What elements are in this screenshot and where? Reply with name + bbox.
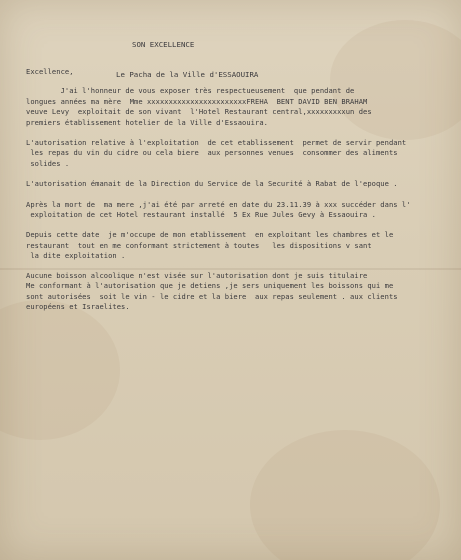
text-line: restaurant tout en me conformant strictement à toutes les dispositions v sant xyxy=(26,240,372,250)
paragraph-5 xyxy=(26,230,446,261)
paragraph-3 xyxy=(26,179,446,189)
text-line: solides . xyxy=(26,158,70,168)
text-line: J'ai l'honneur de vous exposer très respectueusement que pendant de xyxy=(26,86,355,96)
text-line: longues années ma mère Mme xxxxxxxxxxxxxxxxxxxxxxxFREHA BENT DAVID BEN BRAHAM xyxy=(26,96,368,106)
paragraph-2 xyxy=(26,138,446,169)
text-line: exploitation de cet Hotel restaurant installé 5 Ex Rue Jules Gevy à Essaouira . xyxy=(26,210,376,220)
letter-body xyxy=(26,67,446,312)
text-line: L'autorisation émanait de la Direction du Service de la Securité à Rabat de l'epoque . xyxy=(26,179,398,189)
text-line: Me conformant à l'autorisation que je detiens ,je sers uniquement les boissons qui me xyxy=(26,281,394,291)
text-line: Aucune boisson alcoolique n'est visée sur l'autorisation dont je suis titulaire xyxy=(26,270,368,280)
text-line: L'autorisation relative à l'exploitation de cet etablissement permet de servir pendant xyxy=(26,138,407,148)
text-line: Après la mort de ma mere ,j'ai été par arreté en date du 23.11.39 à xxx succéder dans l' xyxy=(26,199,411,209)
text-line: veuve Levy exploitait de son vivant l'Hotel Restaurant central,xxxxxxxxxun des xyxy=(26,107,372,117)
text-line: les repas du vin du cidre ou cela biere aux personnes venues consommer des aliments xyxy=(26,148,398,158)
addressee-subtitle: Le Pacha de la Ville d'ESSAOUIRA xyxy=(116,70,259,79)
paragraph-6 xyxy=(26,271,446,281)
paragraph-1 xyxy=(26,86,446,128)
addressee-title: SON EXCELLENCE xyxy=(132,40,195,49)
salutation: Excellence, xyxy=(26,67,74,76)
text-line: Depuis cette date je m'occupe de mon etablissement en exploitant les chambres et le xyxy=(26,230,394,240)
text-line: européens et Israelites. xyxy=(26,301,130,311)
paragraph-7 xyxy=(26,281,446,312)
paragraph-4 xyxy=(26,200,446,221)
text-line: la dite exploitation . xyxy=(26,251,126,261)
text-line: premiers établissement hotelier de la Ville d'Essaouira. xyxy=(26,117,268,127)
text-line: sont autorisées soit le vin - le cidre et la biere aux repas seulement . aux clients xyxy=(26,291,398,301)
